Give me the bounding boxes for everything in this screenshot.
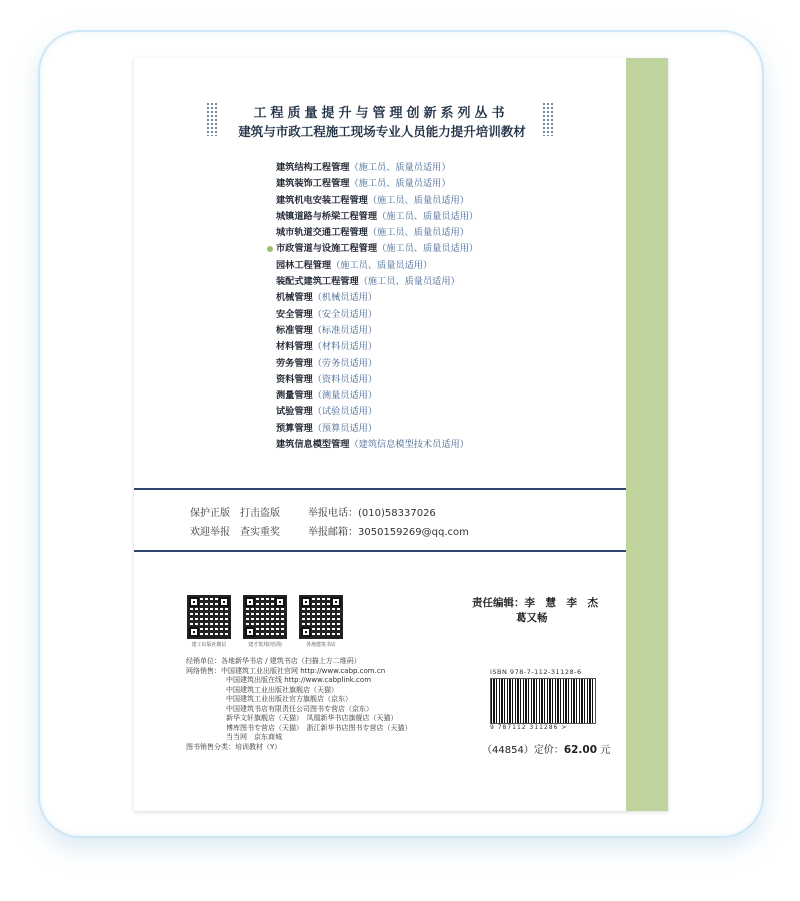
list-item: 资料管理（资料员适用） (276, 373, 378, 385)
divider-top (134, 488, 626, 490)
barcode-icon (490, 678, 596, 724)
editors-block (472, 596, 598, 626)
qr-code-icon (300, 596, 342, 638)
anti-piracy-slogan-2: 欢迎举报 查实重奖 (190, 527, 280, 538)
bullet-dot-icon (267, 246, 273, 252)
list-item: 标准管理（标准员适用） (276, 324, 378, 336)
sales-category: 图书销售分类：培训教材（Y） (186, 742, 282, 751)
list-item: 机械管理（机械员适用） (276, 292, 378, 304)
qr-code-icon (188, 596, 230, 638)
price-label: 定价： (533, 745, 564, 756)
qr-code-icon (244, 596, 286, 638)
list-item: 安全管理（安全员适用） (276, 308, 378, 320)
editor-label: 责任编辑： (472, 597, 525, 609)
list-item: 测量管理（测量员适用） (276, 390, 378, 402)
dist-line: 中国建筑书店有限责任公司图书专营店（京东） (226, 704, 373, 713)
list-item: 建筑信息模型管理（建筑信息模型技术员适用） (276, 439, 469, 451)
dist-line: 经销单位：各地新华书店 / 建筑书店（扫描上方二维码） (186, 657, 361, 665)
dist-line: 网络销售：中国建筑工业出版社官网 http://www.cabp.com.cn (186, 666, 386, 675)
list-item-current: 市政管道与设施工程管理（施工员、质量员适用） (276, 241, 478, 257)
dist-line: 新华文轩旗舰店（天猫） 凤凰新华书店旗舰店（天猫） (226, 714, 398, 722)
report-phone: 举报电话：(010)58337026 (308, 508, 436, 519)
cover-spine (626, 58, 668, 811)
list-item: 预算管理（预算员适用） (276, 422, 378, 434)
list-item: 材料管理（材料员适用） (276, 341, 378, 353)
price-block (482, 741, 610, 756)
list-item: 试验管理（试验员适用） (276, 406, 378, 418)
qr-label: 建才筑邦(培训) (248, 642, 282, 648)
anti-piracy-slogan-1: 保护正版 打击盗版 (190, 508, 280, 519)
list-item: 建筑机电安装工程管理（施工员、质量员适用） (276, 194, 469, 206)
list-item: 园林工程管理（施工员、质量员适用） (276, 259, 433, 271)
series-title: 工程质量提升与管理创新系列丛书 (253, 106, 509, 121)
editor-names: 李 慧 李 杰 (524, 597, 598, 609)
editor-name-2: 葛又畅 (516, 612, 548, 624)
dist-line: 中国建筑出版在线 http://www.cabplink.com (226, 676, 372, 684)
qr-item (300, 596, 342, 648)
report-email: 举报邮箱：3050159269@qq.com (308, 527, 469, 538)
dist-line: 博库图书专营店（天猫） 浙江新华书店图书专营店（天猫） (226, 723, 412, 732)
list-item: 装配式建筑工程管理（施工员、质量员适用） (276, 276, 460, 288)
qr-label: 建工出版社微信 (191, 642, 227, 648)
book-list (276, 160, 478, 453)
distribution-info (186, 657, 412, 752)
list-item: 建筑装饰工程管理（施工员、质量员适用） (276, 178, 451, 190)
qr-label: 各地建筑书店 (306, 642, 336, 648)
dist-line: 当当网 京东商城 (226, 733, 282, 741)
anti-piracy-notice (190, 504, 469, 542)
divider-bottom (134, 550, 626, 552)
barcode-digits: 9 787112 311286 > (490, 724, 568, 731)
price-unit: 元 (600, 745, 611, 756)
list-item: 城镇道路与桥梁工程管理（施工员、质量员适用） (276, 210, 479, 222)
isbn-text: ISBN 978-7-112-31128-6 (490, 668, 582, 676)
dist-line: 中国建筑工业出版社官方旗舰店（京东） (226, 695, 352, 703)
qr-item (244, 596, 286, 648)
qr-item (188, 596, 230, 648)
price-code: （44854） (482, 745, 534, 756)
list-item: 劳务管理（劳务员适用） (276, 357, 378, 369)
list-item: 建筑结构工程管理（施工员、质量员适用） (276, 162, 451, 173)
series-subtitle: 建筑与市政工程施工现场专业人员能力提升培训教材 (238, 124, 526, 139)
list-item: 城市轨道交通工程管理（施工员、质量员适用） (276, 227, 469, 239)
dist-line: 中国建筑工业出版社旗舰店（天猫） (226, 685, 338, 694)
price-value: 62.00 (563, 744, 598, 756)
book-back-cover (134, 58, 668, 811)
qr-code-group (188, 596, 342, 648)
